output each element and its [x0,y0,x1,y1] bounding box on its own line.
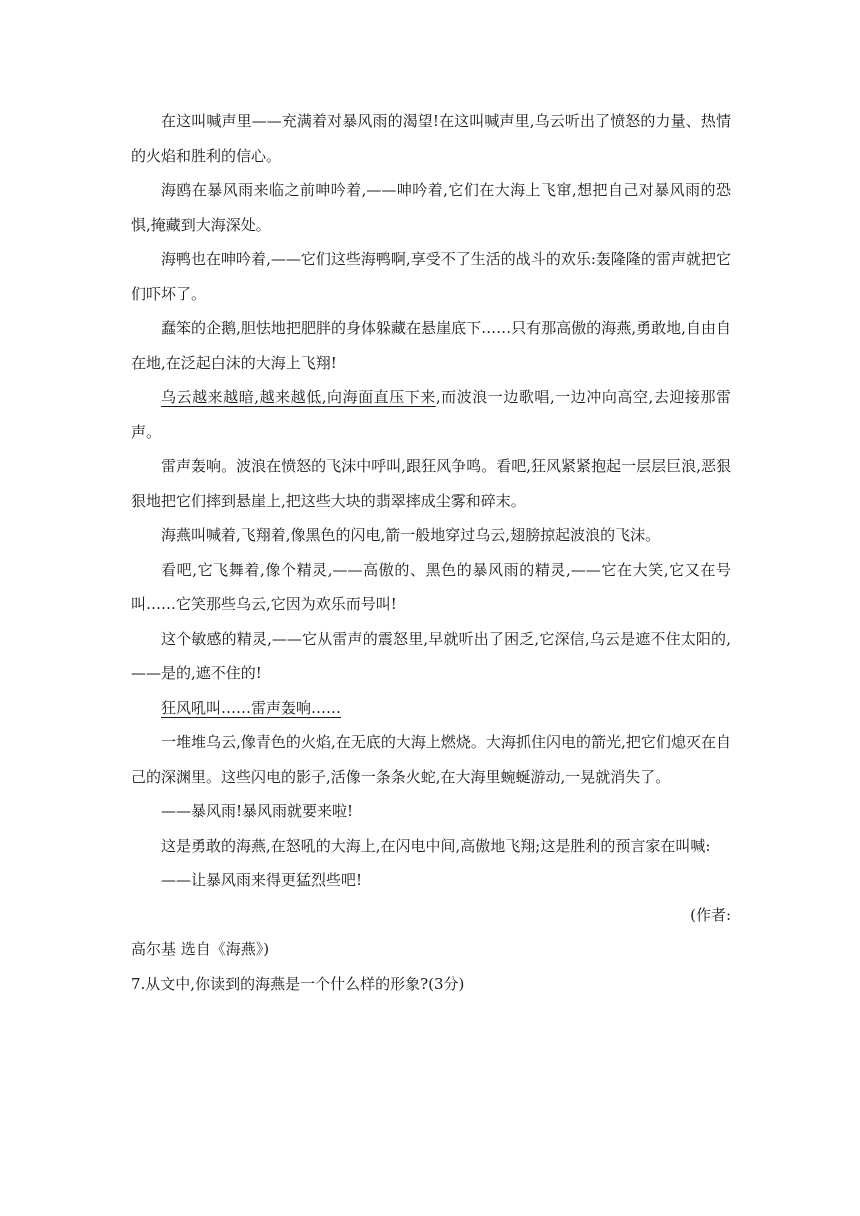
paragraph-10 [131,691,731,726]
underlined-sentence-1: 乌云越来越暗,越来越低,向海面直压下来 [161,388,436,406]
paragraph-14: ——让暴风雨来得更猛烈些吧! [161,871,363,889]
underlined-sentence-2: 狂风吼叫……雷声轰响…… [161,698,342,717]
paragraph-4: 蠢笨的企鹅,胆怯地把肥胖的身体躲藏在悬崖底下……只有那高傲的海燕,勇敢地,自由自在地,在泛起白沫的大海上飞翔! [131,319,731,372]
paragraph-5 [131,380,731,449]
paragraph-12: ——暴风雨!暴风雨就要来啦! [161,802,354,820]
paragraph-7: 海燕叫喊着,飞翔着,像黑色的闪电,箭一般地穿过乌云,翅膀掠起波浪的飞沫。 [161,526,661,544]
paragraph-5-rest: ,而波浪一边歌唱,一边冲向高空,去迎接那雷声。 [131,388,731,441]
paragraph-13: 这是勇敢的海燕,在怒吼的大海上,在闪电中间,高傲地飞翔;这是胜利的预言家在叫喊: [161,836,711,855]
question-7: 7.从文中,你读到的海燕是一个什么样的形象?(3分) [131,974,465,993]
attribution-line-1: (作者: [690,905,731,924]
paragraph-6: 雷声轰响。波浪在愤怒的飞沫中呼叫,跟狂风争鸣。看吧,狂风紧紧抱起一层层巨浪,恶狠狠地把它们摔到悬崖上,把这些大块的翡翠摔成尘雾和碎末。 [131,457,731,510]
paragraph-2: 海鸥在暴风雨来临之前呻吟着,——呻吟着,它们在大海上飞窜,想把自己对暴风雨的恐惧,掩藏到大海深处。 [131,181,731,234]
paragraph-3: 海鸭也在呻吟着,——它们这些海鸭啊,享受不了生活的战斗的欢乐:轰隆隆的雷声就把它们吓坏了。 [131,250,731,303]
paragraph-9: 这个敏感的精灵,——它从雷声的震怒里,早就听出了困乏,它深信,乌云是遮不住太阳的,——是的,遮不住的! [131,629,731,682]
paragraph-1: 在这叫喊声里——充满着对暴风雨的渴望!在这叫喊声里,乌云听出了愤怒的力量、热情的火焰和胜利的信心。 [131,112,731,165]
paragraph-8: 看吧,它飞舞着,像个精灵,——高傲的、黑色的暴风雨的精灵,——它在大笑,它又在号叫……它笑那些乌云,它因为欢乐而号叫! [131,560,731,613]
passage [131,104,731,1001]
attribution-line-2: 高尔基 选自《海燕》) [131,940,270,958]
paragraph-11: 一堆堆乌云,像青色的火焰,在无底的大海上燃烧。大海抓住闪电的箭光,把它们熄灭在自己的深渊里。这些闪电的影子,活像一条条火蛇,在大海里蜿蜒游动,一晃就消失了。 [131,733,731,786]
